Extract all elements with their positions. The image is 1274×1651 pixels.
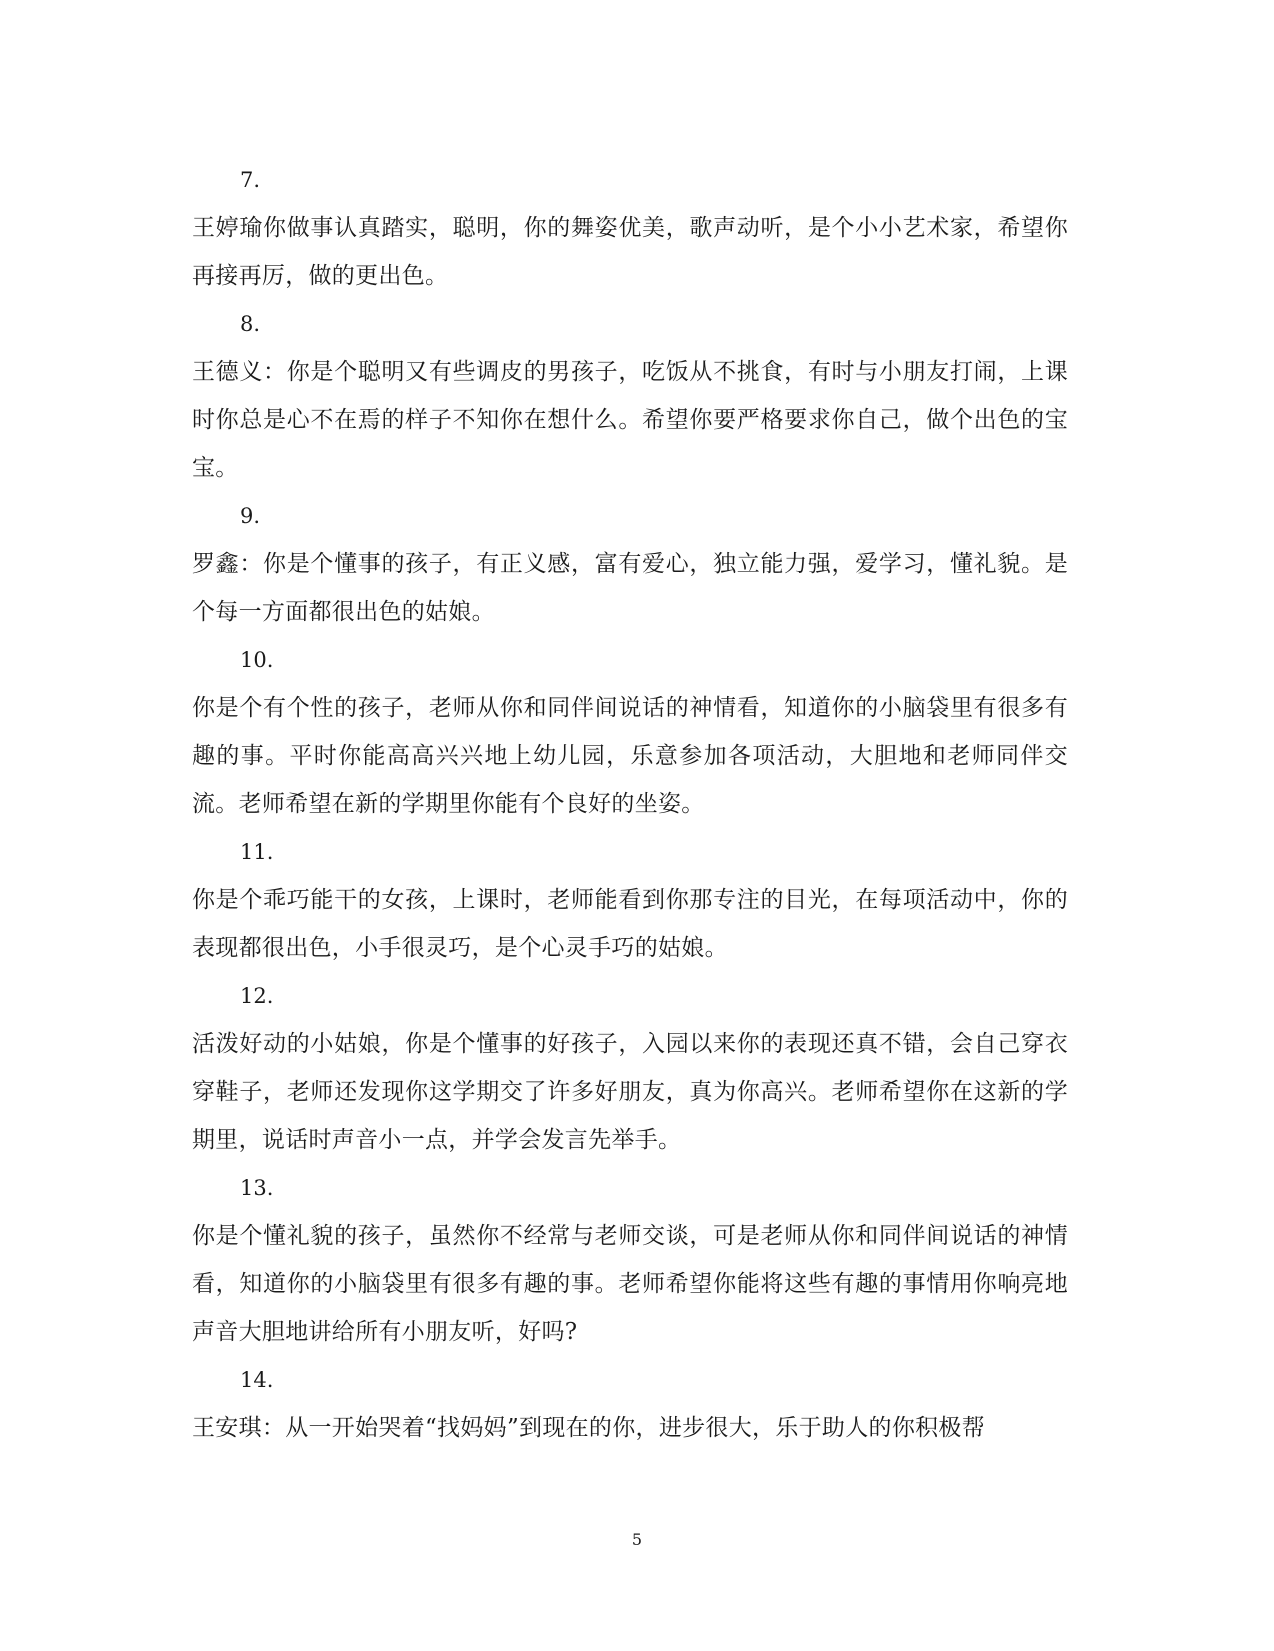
entry-11 [192, 828, 1068, 972]
page-content [192, 156, 1068, 1452]
page-number: 5 [631, 1530, 643, 1549]
entry-text: 王德义：你是个聪明又有些调皮的男孩子，吃饭从不挑食，有时与小朋友打闹，上课时你总是心不在焉的样子不知你在想什么。希望你要严格要求你自己，做个出色的宝宝。 [192, 359, 1068, 481]
entry-number: 7. [240, 168, 261, 192]
entry-text: 你是个有个性的孩子，老师从你和同伴间说话的神情看，知道你的小脑袋里有很多有趣的事。平时你能高高兴兴地上幼儿园，乐意参加各项活动，大胆地和老师同伴交流。老师希望在新的学期里你能有个良好的坐姿。 [192, 695, 1068, 817]
entry-text: 你是个懂礼貌的孩子，虽然你不经常与老师交谈，可是老师从你和同伴间说话的神情看，知道你的小脑袋里有很多有趣的事。老师希望你能将这些有趣的事情用你响亮地声音大胆地讲给所有小朋友听，好吗? [192, 1223, 1068, 1345]
entry-13 [192, 1164, 1068, 1356]
entry-number: 13. [240, 1176, 274, 1200]
entry-text: 王安琪：从一开始哭着“找妈妈”到现在的你，进步很大，乐于助人的你积极帮 [192, 1415, 986, 1441]
entry-text: 活泼好动的小姑娘，你是个懂事的好孩子，入园以来你的表现还真不错，会自己穿衣穿鞋子，老师还发现你这学期交了许多好朋友，真为你高兴。老师希望你在这新的学期里，说话时声音小一点，并学会发言先举手。 [192, 1031, 1068, 1153]
entry-7 [192, 156, 1068, 300]
entry-8 [192, 300, 1068, 492]
entry-number: 12. [240, 984, 274, 1008]
entry-number: 9. [240, 504, 261, 528]
entry-text: 你是个乖巧能干的女孩，上课时，老师能看到你那专注的目光，在每项活动中，你的表现都很出色，小手很灵巧，是个心灵手巧的姑娘。 [192, 887, 1068, 961]
entry-text: 王婷瑜你做事认真踏实，聪明，你的舞姿优美，歌声动听，是个小小艺术家，希望你再接再厉，做的更出色。 [192, 215, 1068, 289]
entry-14 [192, 1356, 1068, 1452]
entry-number: 10. [240, 648, 274, 672]
entry-number: 8. [240, 312, 261, 336]
entry-number: 14. [240, 1368, 274, 1392]
entry-10 [192, 636, 1068, 828]
entry-number: 11. [240, 840, 274, 864]
entry-9 [192, 492, 1068, 636]
entry-text: 罗鑫：你是个懂事的孩子，有正义感，富有爱心，独立能力强，爱学习，懂礼貌。是个每一方面都很出色的姑娘。 [192, 551, 1068, 625]
entry-12 [192, 972, 1068, 1164]
